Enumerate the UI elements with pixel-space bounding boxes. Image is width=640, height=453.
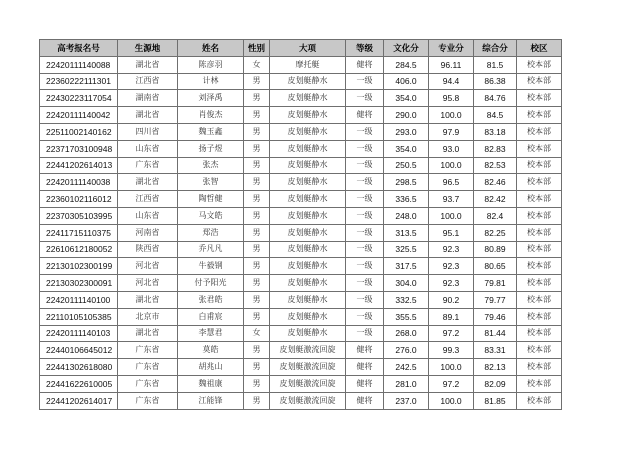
cell-event: 皮划艇静水 (270, 73, 346, 90)
table-row (40, 90, 562, 107)
cell-culture-score: 276.0 (384, 342, 429, 359)
cell-event: 皮划艇静水 (270, 191, 346, 208)
cell-skill-score: 96.11 (429, 56, 474, 73)
cell-campus: 校本部 (517, 140, 562, 157)
cell-event: 皮划艇静水 (270, 207, 346, 224)
cell-name: 张君皓 (178, 291, 244, 308)
cell-campus: 校本部 (517, 56, 562, 73)
cell-skill-score: 100.0 (429, 207, 474, 224)
cell-exam-id: 22130302300091 (40, 275, 118, 292)
cell-event: 皮划艇静水 (270, 123, 346, 140)
cell-total-score: 79.46 (474, 308, 517, 325)
cell-exam-id: 22420111140088 (40, 56, 118, 73)
cell-gender: 男 (244, 207, 270, 224)
table-row (40, 308, 562, 325)
cell-origin: 陕西省 (118, 241, 178, 258)
cell-skill-score: 94.4 (429, 73, 474, 90)
table-row (40, 107, 562, 124)
table-row (40, 123, 562, 140)
cell-skill-score: 100.0 (429, 107, 474, 124)
cell-origin: 山东省 (118, 140, 178, 157)
header-gender: 性别 (244, 40, 270, 57)
cell-origin: 湖南省 (118, 90, 178, 107)
cell-event: 皮划艇静水 (270, 241, 346, 258)
cell-gender: 男 (244, 258, 270, 275)
cell-exam-id: 22610612180052 (40, 241, 118, 258)
cell-skill-score: 99.3 (429, 342, 474, 359)
header-total-score: 综合分 (474, 40, 517, 57)
cell-event: 皮划艇激流回旋 (270, 392, 346, 409)
cell-name: 莫皓 (178, 342, 244, 359)
cell-name: 马文皓 (178, 207, 244, 224)
cell-event: 皮划艇静水 (270, 275, 346, 292)
cell-culture-score: 313.5 (384, 224, 429, 241)
cell-name: 魏玉鑫 (178, 123, 244, 140)
cell-skill-score: 96.5 (429, 174, 474, 191)
cell-exam-id: 22371703100948 (40, 140, 118, 157)
cell-total-score: 82.09 (474, 375, 517, 392)
cell-origin: 江西省 (118, 191, 178, 208)
cell-name: 郑浩 (178, 224, 244, 241)
cell-event: 皮划艇静水 (270, 107, 346, 124)
cell-culture-score: 268.0 (384, 325, 429, 342)
cell-culture-score: 336.5 (384, 191, 429, 208)
cell-total-score: 79.81 (474, 275, 517, 292)
cell-event: 皮划艇静水 (270, 140, 346, 157)
table-row (40, 241, 562, 258)
cell-culture-score: 284.5 (384, 56, 429, 73)
cell-name: 计林 (178, 73, 244, 90)
cell-name: 魏祖康 (178, 375, 244, 392)
cell-campus: 校本部 (517, 224, 562, 241)
cell-total-score: 82.13 (474, 359, 517, 376)
cell-campus: 校本部 (517, 392, 562, 409)
cell-campus: 校本部 (517, 123, 562, 140)
cell-name: 牛毅钢 (178, 258, 244, 275)
cell-gender: 男 (244, 73, 270, 90)
cell-origin: 湖北省 (118, 56, 178, 73)
cell-skill-score: 100.0 (429, 157, 474, 174)
cell-exam-id: 22420111140038 (40, 174, 118, 191)
cell-total-score: 86.38 (474, 73, 517, 90)
cell-campus: 校本部 (517, 258, 562, 275)
cell-skill-score: 89.1 (429, 308, 474, 325)
cell-total-score: 82.83 (474, 140, 517, 157)
cell-name: 李慧君 (178, 325, 244, 342)
cell-culture-score: 281.0 (384, 375, 429, 392)
cell-event: 皮划艇静水 (270, 174, 346, 191)
cell-total-score: 80.65 (474, 258, 517, 275)
cell-level: 健将 (346, 359, 384, 376)
cell-origin: 湖北省 (118, 291, 178, 308)
cell-level: 健将 (346, 342, 384, 359)
cell-skill-score: 97.2 (429, 325, 474, 342)
cell-exam-id: 22110105105385 (40, 308, 118, 325)
cell-culture-score: 298.5 (384, 174, 429, 191)
cell-exam-id: 22420111140103 (40, 325, 118, 342)
cell-exam-id: 22441202614013 (40, 157, 118, 174)
cell-skill-score: 97.2 (429, 375, 474, 392)
cell-exam-id: 22441202614017 (40, 392, 118, 409)
cell-level: 一级 (346, 291, 384, 308)
cell-total-score: 82.53 (474, 157, 517, 174)
cell-exam-id: 22440106645012 (40, 342, 118, 359)
cell-campus: 校本部 (517, 325, 562, 342)
header-origin: 生源地 (118, 40, 178, 57)
cell-total-score: 81.85 (474, 392, 517, 409)
cell-gender: 男 (244, 359, 270, 376)
cell-gender: 男 (244, 107, 270, 124)
cell-level: 健将 (346, 56, 384, 73)
cell-origin: 河南省 (118, 224, 178, 241)
cell-campus: 校本部 (517, 241, 562, 258)
cell-level: 健将 (346, 375, 384, 392)
cell-origin: 山东省 (118, 207, 178, 224)
cell-culture-score: 317.5 (384, 258, 429, 275)
table-row (40, 140, 562, 157)
cell-campus: 校本部 (517, 90, 562, 107)
table-row (40, 375, 562, 392)
cell-level: 一级 (346, 224, 384, 241)
cell-gender: 女 (244, 325, 270, 342)
cell-skill-score: 90.2 (429, 291, 474, 308)
cell-name: 乔凡凡 (178, 241, 244, 258)
cell-event: 皮划艇静水 (270, 325, 346, 342)
cell-campus: 校本部 (517, 375, 562, 392)
cell-origin: 河北省 (118, 258, 178, 275)
table-row (40, 392, 562, 409)
cell-skill-score: 92.3 (429, 241, 474, 258)
cell-gender: 男 (244, 375, 270, 392)
table-row (40, 325, 562, 342)
cell-name: 付予阳光 (178, 275, 244, 292)
cell-exam-id: 22130102300199 (40, 258, 118, 275)
cell-culture-score: 248.0 (384, 207, 429, 224)
header-event: 大项 (270, 40, 346, 57)
cell-skill-score: 92.3 (429, 258, 474, 275)
cell-campus: 校本部 (517, 157, 562, 174)
cell-exam-id: 22370305103995 (40, 207, 118, 224)
cell-gender: 男 (244, 342, 270, 359)
cell-level: 一级 (346, 308, 384, 325)
cell-name: 肖俊杰 (178, 107, 244, 124)
cell-exam-id: 22511002140162 (40, 123, 118, 140)
cell-total-score: 84.76 (474, 90, 517, 107)
cell-exam-id: 22441622610005 (40, 375, 118, 392)
table-row (40, 342, 562, 359)
cell-skill-score: 92.3 (429, 275, 474, 292)
cell-event: 皮划艇静水 (270, 308, 346, 325)
cell-origin: 广东省 (118, 157, 178, 174)
cell-gender: 男 (244, 241, 270, 258)
cell-level: 一级 (346, 207, 384, 224)
cell-event: 皮划艇静水 (270, 157, 346, 174)
cell-skill-score: 93.7 (429, 191, 474, 208)
cell-origin: 广东省 (118, 375, 178, 392)
cell-name: 张智 (178, 174, 244, 191)
cell-exam-id: 22441302618080 (40, 359, 118, 376)
cell-origin: 湖北省 (118, 107, 178, 124)
cell-level: 一级 (346, 275, 384, 292)
cell-name: 张杰 (178, 157, 244, 174)
cell-origin: 河北省 (118, 275, 178, 292)
header-level: 等级 (346, 40, 384, 57)
cell-total-score: 81.44 (474, 325, 517, 342)
cell-origin: 江西省 (118, 73, 178, 90)
cell-event: 皮划艇静水 (270, 258, 346, 275)
cell-culture-score: 354.0 (384, 90, 429, 107)
cell-name: 胡兆山 (178, 359, 244, 376)
table-row (40, 359, 562, 376)
cell-exam-id: 22360102116012 (40, 191, 118, 208)
cell-total-score: 82.25 (474, 224, 517, 241)
cell-gender: 男 (244, 275, 270, 292)
table-row (40, 291, 562, 308)
cell-total-score: 80.89 (474, 241, 517, 258)
table-row (40, 191, 562, 208)
cell-gender: 男 (244, 291, 270, 308)
cell-culture-score: 237.0 (384, 392, 429, 409)
cell-gender: 男 (244, 308, 270, 325)
cell-campus: 校本部 (517, 73, 562, 90)
cell-campus: 校本部 (517, 342, 562, 359)
cell-campus: 校本部 (517, 275, 562, 292)
cell-name: 陈彦羽 (178, 56, 244, 73)
cell-event: 皮划艇激流回旋 (270, 375, 346, 392)
cell-total-score: 84.5 (474, 107, 517, 124)
cell-campus: 校本部 (517, 359, 562, 376)
cell-exam-id: 22360222111301 (40, 73, 118, 90)
table-row (40, 157, 562, 174)
cell-culture-score: 250.5 (384, 157, 429, 174)
cell-campus: 校本部 (517, 207, 562, 224)
table-row (40, 56, 562, 73)
cell-level: 健将 (346, 392, 384, 409)
cell-origin: 广东省 (118, 359, 178, 376)
table-row (40, 174, 562, 191)
cell-event: 皮划艇静水 (270, 224, 346, 241)
cell-culture-score: 293.0 (384, 123, 429, 140)
cell-origin: 湖北省 (118, 325, 178, 342)
cell-skill-score: 100.0 (429, 392, 474, 409)
cell-culture-score: 355.5 (384, 308, 429, 325)
header-row (40, 40, 562, 57)
cell-origin: 广东省 (118, 342, 178, 359)
header-campus: 校区 (517, 40, 562, 57)
cell-level: 一级 (346, 191, 384, 208)
cell-level: 健将 (346, 107, 384, 124)
cell-event: 皮划艇静水 (270, 291, 346, 308)
cell-total-score: 82.4 (474, 207, 517, 224)
cell-total-score: 83.31 (474, 342, 517, 359)
cell-skill-score: 93.0 (429, 140, 474, 157)
cell-total-score: 82.46 (474, 174, 517, 191)
header-exam-id: 高考报名号 (40, 40, 118, 57)
table-row (40, 73, 562, 90)
cell-exam-id: 22430223117054 (40, 90, 118, 107)
header-skill-score: 专业分 (429, 40, 474, 57)
cell-level: 一级 (346, 258, 384, 275)
cell-campus: 校本部 (517, 191, 562, 208)
table-row (40, 258, 562, 275)
cell-gender: 男 (244, 224, 270, 241)
table-row (40, 224, 562, 241)
cell-event: 皮划艇激流回旋 (270, 342, 346, 359)
cell-name: 扬子煜 (178, 140, 244, 157)
cell-culture-score: 332.5 (384, 291, 429, 308)
cell-gender: 男 (244, 123, 270, 140)
cell-level: 一级 (346, 157, 384, 174)
cell-gender: 男 (244, 140, 270, 157)
cell-total-score: 82.42 (474, 191, 517, 208)
table-body (40, 56, 562, 409)
cell-level: 一级 (346, 325, 384, 342)
cell-culture-score: 354.0 (384, 140, 429, 157)
cell-exam-id: 22420111140100 (40, 291, 118, 308)
cell-event: 皮划艇激流回旋 (270, 359, 346, 376)
cell-origin: 湖北省 (118, 174, 178, 191)
cell-event: 皮划艇静水 (270, 90, 346, 107)
cell-level: 一级 (346, 123, 384, 140)
cell-name: 白甫宸 (178, 308, 244, 325)
cell-level: 一级 (346, 90, 384, 107)
admission-table (39, 39, 562, 410)
cell-gender: 男 (244, 392, 270, 409)
cell-campus: 校本部 (517, 174, 562, 191)
cell-level: 一级 (346, 73, 384, 90)
header-culture-score: 文化分 (384, 40, 429, 57)
cell-gender: 男 (244, 157, 270, 174)
cell-total-score: 81.5 (474, 56, 517, 73)
cell-skill-score: 100.0 (429, 359, 474, 376)
table-row (40, 207, 562, 224)
cell-skill-score: 95.1 (429, 224, 474, 241)
cell-campus: 校本部 (517, 291, 562, 308)
cell-origin: 广东省 (118, 392, 178, 409)
cell-name: 陶哲健 (178, 191, 244, 208)
cell-skill-score: 95.8 (429, 90, 474, 107)
cell-total-score: 83.18 (474, 123, 517, 140)
cell-exam-id: 22411715110375 (40, 224, 118, 241)
cell-gender: 男 (244, 174, 270, 191)
cell-origin: 四川省 (118, 123, 178, 140)
cell-gender: 男 (244, 90, 270, 107)
cell-campus: 校本部 (517, 107, 562, 124)
cell-culture-score: 242.5 (384, 359, 429, 376)
cell-level: 一级 (346, 174, 384, 191)
cell-origin: 北京市 (118, 308, 178, 325)
cell-total-score: 79.77 (474, 291, 517, 308)
cell-name: 刘泽禹 (178, 90, 244, 107)
cell-exam-id: 22420111140042 (40, 107, 118, 124)
cell-gender: 男 (244, 191, 270, 208)
cell-event: 摩托艇 (270, 56, 346, 73)
cell-level: 一级 (346, 140, 384, 157)
cell-culture-score: 406.0 (384, 73, 429, 90)
table-row (40, 275, 562, 292)
header-name: 姓名 (178, 40, 244, 57)
cell-culture-score: 325.5 (384, 241, 429, 258)
cell-level: 一级 (346, 241, 384, 258)
cell-name: 江能锋 (178, 392, 244, 409)
cell-culture-score: 304.0 (384, 275, 429, 292)
cell-gender: 女 (244, 56, 270, 73)
cell-skill-score: 97.9 (429, 123, 474, 140)
cell-culture-score: 290.0 (384, 107, 429, 124)
cell-campus: 校本部 (517, 308, 562, 325)
